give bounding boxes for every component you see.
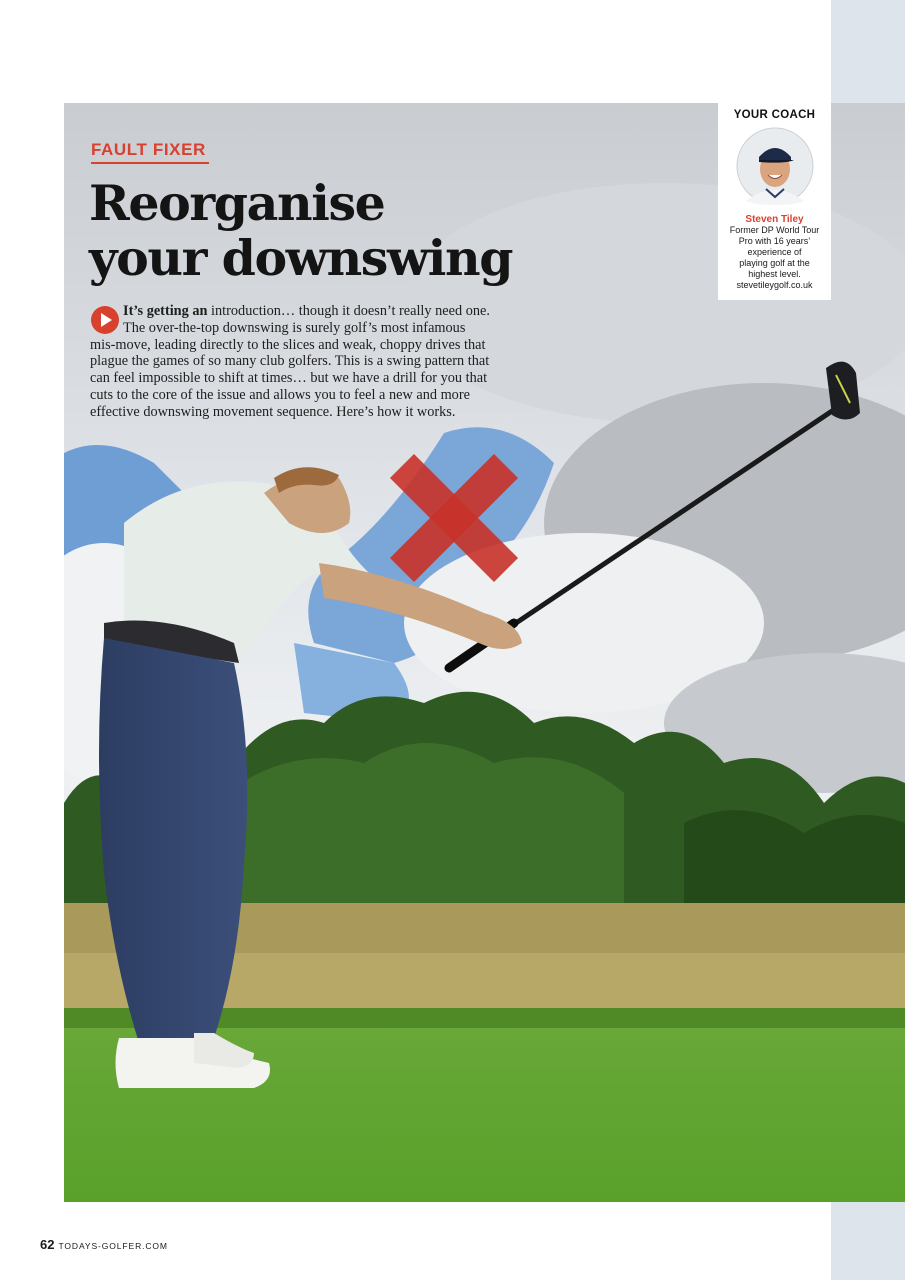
coach-website: stevetileygolf.co.uk — [736, 280, 813, 290]
intro-line: effective downswing movement sequence. Here’s how it works. — [90, 403, 456, 420]
intro-paragraph — [90, 303, 516, 421]
play-icon — [90, 305, 120, 335]
page-number: 62 — [40, 1237, 55, 1252]
intro-line: plague the games of so many club golfers. This is a swing pattern that — [90, 353, 490, 370]
coach-bio-line: playing golf at the — [739, 258, 810, 268]
coach-bio-line: experience of — [747, 247, 802, 257]
side-strip-top — [831, 0, 905, 103]
intro-line: cuts to the core of the issue and allows you to feel a new and more — [90, 386, 470, 403]
coach-name: Steven Tiley — [745, 214, 804, 225]
intro-line: mis-move, leading directly to the slices and weak, choppy drives that — [90, 336, 486, 353]
kicker-underline — [91, 162, 209, 164]
coach-label: YOUR COACH — [733, 109, 816, 121]
article-headline — [89, 176, 512, 286]
page-footer — [40, 1236, 168, 1254]
intro-lead: It’s getting an — [123, 303, 208, 319]
site-url: TODAYS-GOLFER.COM — [58, 1241, 168, 1251]
coach-panel — [718, 103, 831, 300]
avatar — [736, 127, 814, 205]
intro-line — [90, 303, 516, 320]
headline-line: Reorganise — [89, 174, 385, 232]
intro-line: can feel impossible to shift at times… but we have a drill for you that — [90, 370, 488, 387]
headline-line: your downswing — [89, 229, 513, 287]
coach-bio-line: highest level. — [748, 269, 801, 279]
coach-bio-line: Pro with 16 years’ — [738, 236, 811, 246]
coach-bio — [718, 225, 831, 291]
section-kicker: FAULT FIXER — [91, 140, 206, 159]
side-strip-bottom — [831, 1202, 905, 1280]
coach-bio-line: Former DP World Tour — [729, 225, 820, 235]
intro-line: The over-the-top downswing is surely golf’s most infamous — [123, 319, 466, 336]
intro-line-rest: introduction… though it doesn’t really need one. — [207, 303, 490, 319]
